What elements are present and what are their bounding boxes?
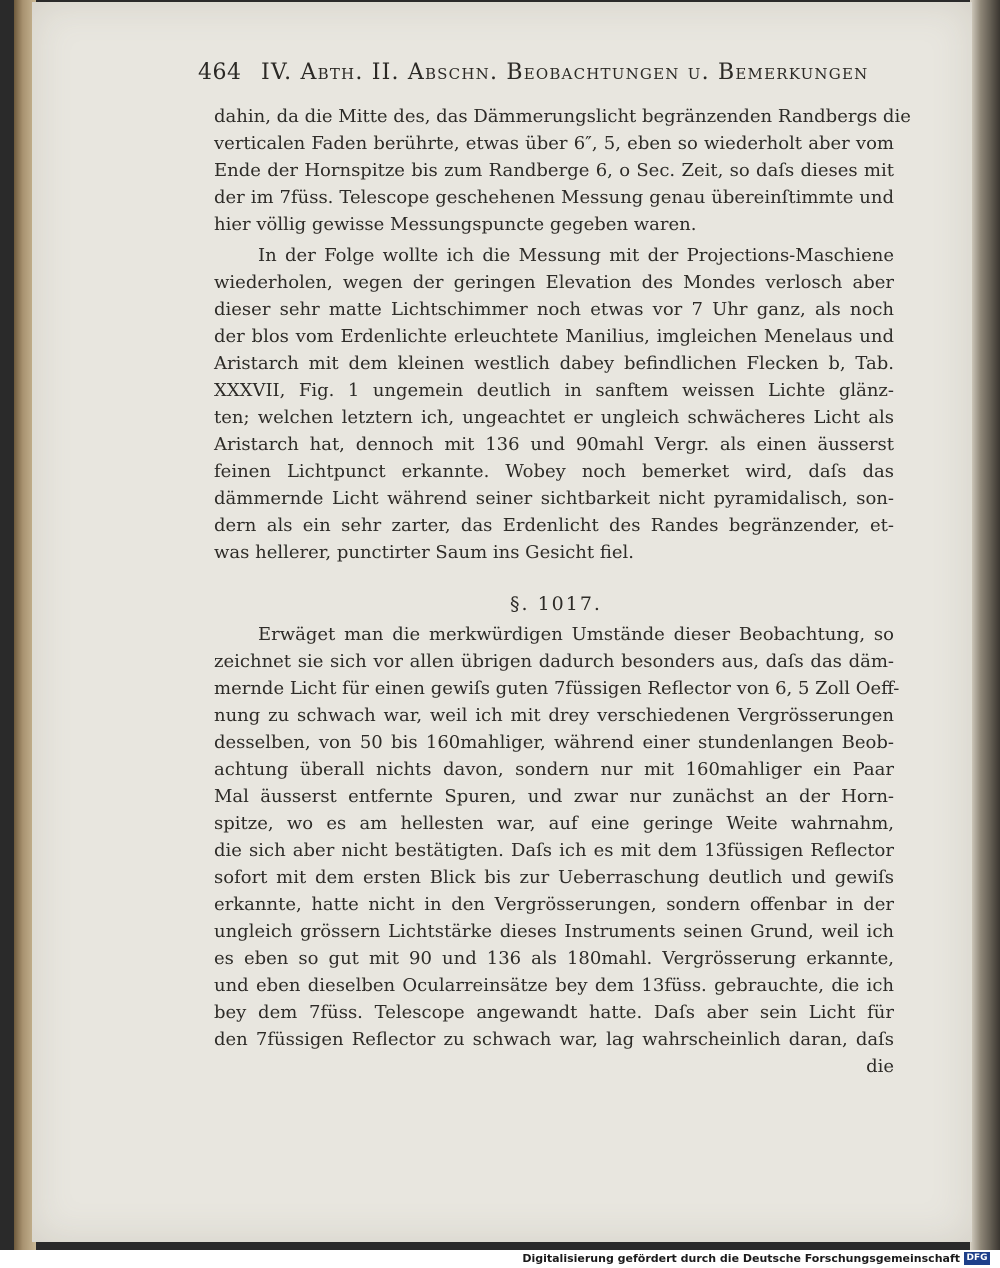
text-line: Aristarch mit dem kleinen westlich dabey befindlichen Flecken b, Tab.: [214, 353, 894, 374]
text-line: der blos vom Erdenlichte erleuchtete Manilius, imgleichen Menelaus und: [214, 326, 894, 347]
text-line: wiederholen, wegen der geringen Elevation des Mondes verlosch aber: [214, 272, 894, 293]
text-line: ten; welchen letztern ich, ungeachtet er ungleich schwächeres Licht als: [214, 407, 894, 428]
text-line: spitze, wo es am hellesten war, auf eine geringe Weite wahrnahm,: [214, 813, 894, 834]
page-stack-edge: [970, 0, 1000, 1250]
text-line: dern als ein sehr zarter, das Erdenlicht des Randes begränzender, et-: [214, 515, 894, 536]
text-line: dahin, da die Mitte des, das Dämmerungslicht begränzenden Randbergs die: [214, 106, 911, 127]
text-line: achtung überall nichts davon, sondern nur mit 160mahliger ein Paar: [214, 759, 894, 780]
text-line: dieser sehr matte Lichtschimmer noch etwas vor 7 Uhr ganz, als noch: [214, 299, 894, 320]
text-line: mernde Licht für einen gewiſs guten 7füssigen Reflector von 6, 5 Zoll Oeff-: [214, 678, 900, 699]
text-line: nung zu schwach war, weil ich mit drey verschiedenen Vergrösserungen: [214, 705, 894, 726]
text-line: erkannte, hatte nicht in den Vergrösserungen, sondern offenbar in der: [214, 894, 894, 915]
text-line: desselben, von 50 bis 160mahliger, während einer stundenlangen Beob-: [214, 732, 894, 753]
text-line: zeichnet sie sich vor allen übrigen dadurch besonders aus, daſs das däm-: [214, 651, 894, 672]
text-line: und eben dieselben Ocularreinsätze bey dem 13füss. gebrauchte, die ich: [214, 975, 894, 996]
text-line: es eben so gut mit 90 und 136 als 180mahl. Vergrösserung erkannte,: [214, 948, 894, 969]
text-line: Ende der Hornspitze bis zum Randberge 6, o Sec. Zeit, so daſs dieses mit: [214, 160, 894, 181]
dfg-logo: DFG: [964, 1252, 990, 1265]
page-number: 464: [198, 60, 242, 85]
section-heading: §. 1017.: [510, 593, 602, 615]
text-line: In der Folge wollte ich die Messung mit der Projections-Maschiene: [258, 245, 894, 266]
text-line: hier völlig gewisse Messungspuncte gegeben waren.: [214, 214, 697, 235]
text-line: den 7füssigen Reflector zu schwach war, lag wahrscheinlich daran, daſs: [214, 1029, 894, 1050]
text-line: die sich aber nicht bestätigten. Daſs ich es mit dem 13füssigen Reflector: [214, 840, 894, 861]
text-line: ungleich grössern Lichtstärke dieses Instruments seinen Grund, weil ich: [214, 921, 894, 942]
text-line: bey dem 7füss. Telescope angewandt hatte. Daſs aber sein Licht für: [214, 1002, 894, 1023]
running-head: [198, 60, 898, 96]
text-line: Mal äusserst entfernte Spuren, und zwar nur zunächst an der Horn-: [214, 786, 894, 807]
text-line: der im 7füss. Telescope geschehenen Messung genau übereinſtimmte und: [214, 187, 894, 208]
text-line: verticalen Faden berührte, etwas über 6″, 5, eben so wiederholt aber vom: [214, 133, 894, 154]
catchword: die: [866, 1056, 894, 1077]
text-line: Erwäget man die merkwürdigen Umstände dieser Beobachtung, so: [258, 624, 894, 645]
text-line: Aristarch hat, dennoch mit 136 und 90mahl Vergr. als einen äusserst: [214, 434, 894, 455]
text-line: sofort mit dem ersten Blick bis zur Ueberraschung deutlich und gewiſs: [214, 867, 894, 888]
text-line: was hellerer, punctirter Saum ins Gesicht fiel.: [214, 542, 634, 563]
text-line: XXXVII, Fig. 1 ungemein deutlich in sanftem weissen Lichte glänz-: [214, 380, 894, 401]
digitization-credit: Digitalisierung gefördert durch die Deutsche Forschungsgemeinschaft: [522, 1252, 960, 1265]
text-line: dämmernde Licht während seiner sichtbarkeit nicht pyramidalisch, son-: [214, 488, 894, 509]
running-title: IV. Abth. II. Abschn. Beobachtungen u. Bemerkungen: [261, 60, 869, 85]
text-line: feinen Lichtpunct erkannte. Wobey noch bemerket wird, daſs das: [214, 461, 894, 482]
